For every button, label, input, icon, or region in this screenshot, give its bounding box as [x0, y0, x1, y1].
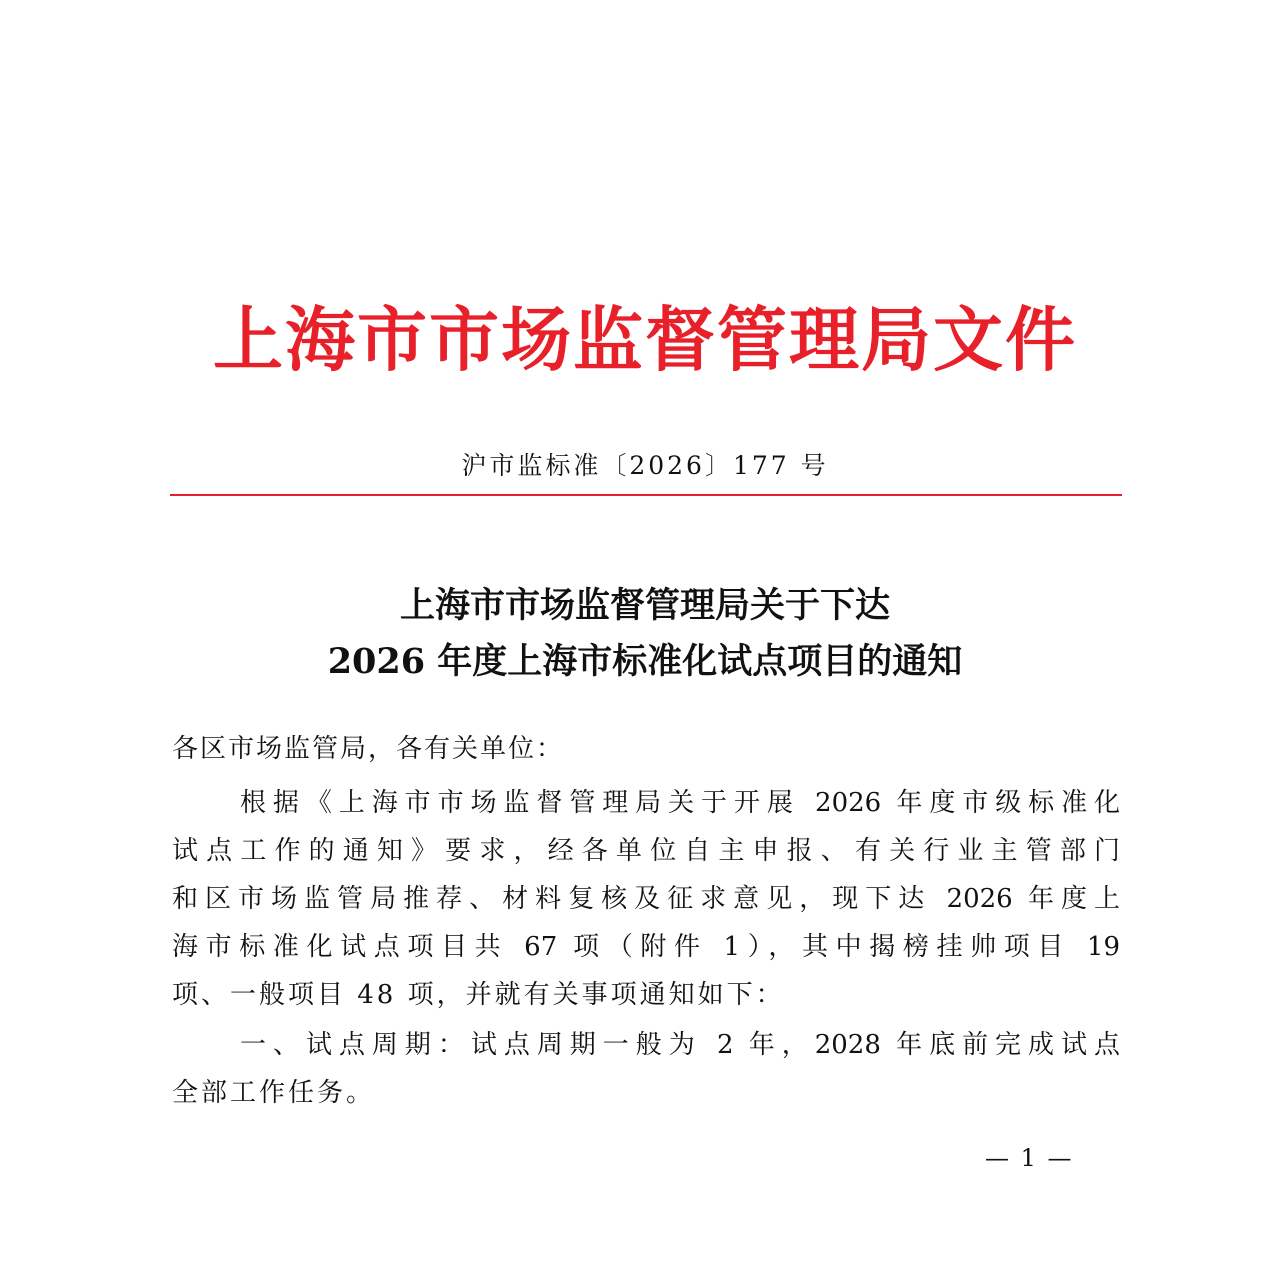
body-paragraph-1-line-5: 项、一般项目 48 项，并就有关事项通知如下：: [172, 980, 785, 1010]
page-number: — 1 —: [985, 1144, 1074, 1172]
body-paragraph-1-line-1: 根据《上海市市场监督管理局关于开展 2026 年度市级标准化: [240, 788, 1120, 818]
body-paragraph-2-line-2: 全部工作任务。: [172, 1078, 376, 1108]
body-paragraph-2-line-1: 一、试点周期：试点周期一般为 2 年，2028 年底前完成试点: [240, 1030, 1120, 1060]
body-paragraph-1-line-2: 试点工作的通知》要求，经各单位自主申报、有关行业主管部门: [172, 836, 1120, 866]
document-title-line-1: 上海市市场监督管理局关于下达: [399, 585, 890, 626]
document-masthead: 上海市市场监督管理局文件: [213, 298, 1077, 381]
body-paragraph-1-line-3: 和区市场监管局推荐、材料复核及征求意见，现下达 2026 年度上: [172, 884, 1120, 914]
body-paragraph-1-line-4: 海市标准化试点项目共 67 项（附件 1），其中揭榜挂帅项目 19: [172, 932, 1120, 962]
document-title-line-2: 2026 年度上海市标准化试点项目的通知: [327, 641, 963, 682]
document-number: 沪市监标准〔2026〕177 号: [461, 451, 829, 480]
salutation: 各区市场监管局，各有关单位：: [172, 734, 565, 764]
red-divider-rule: [170, 494, 1122, 496]
